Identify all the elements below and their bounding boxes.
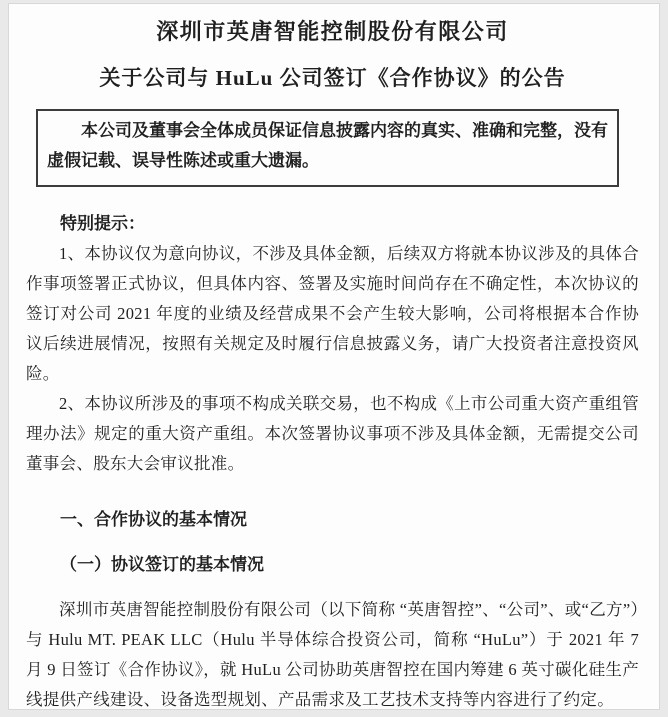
special-notice-label: 特别提示： xyxy=(60,214,145,233)
announcement-page xyxy=(8,3,660,710)
special-notice-item-1: 1、本协议仅为意向协议，不涉及具体金额，后续双方将就本协议涉及的具体合作事项签署正式协议，但具体内容、签署及实施时间尚存在不确定性，本次协议的签订对公司 2021 年度的业绩及经营成果不会产生较大影响，公司将根据本合作协议后续进展情况，按照有关规定及时履行信息披露义务，请广大投资者注意投资风险。 xyxy=(26,244,639,383)
section-subheading: （一）协议签订的基本情况 xyxy=(60,555,264,574)
company-title: 深圳市英唐智能控制股份有限公司 xyxy=(156,19,509,44)
disclaimer-box xyxy=(36,109,619,187)
special-notice-item-2: 2、本协议所涉及的事项不构成关联交易，也不构成《上市公司重大资产重组管理办法》规定的重大资产重组。本次签署协议事项不涉及具体金额，无需提交公司董事会、股东大会审议批准。 xyxy=(26,394,639,473)
disclaimer-text: 本公司及董事会全体成员保证信息披露内容的真实、准确和完整，没有虚假记载、误导性陈述或重大遗漏。 xyxy=(47,121,608,170)
section-heading: 一、合作协议的基本情况 xyxy=(60,510,247,529)
section-paragraph: 深圳市英唐智能控制股份有限公司（以下简称 “英唐智控”、“公司”、或“乙方”）与 Hulu MT. PEAK LLC（Hulu 半导体综合投资公司，简称 “HuLu”）于 2021 年 7 月 9 日签订《合作协议》，就 HuLu 公司协助英唐智控在国内筹建 6 英寸碳化硅生产线提供产线建设、设备选型规划、产品需求及工艺技术支持等内容进行了约定。 xyxy=(26,600,639,709)
announcement-title: 关于公司与 HuLu 公司签订《合作协议》的公告 xyxy=(99,66,566,90)
